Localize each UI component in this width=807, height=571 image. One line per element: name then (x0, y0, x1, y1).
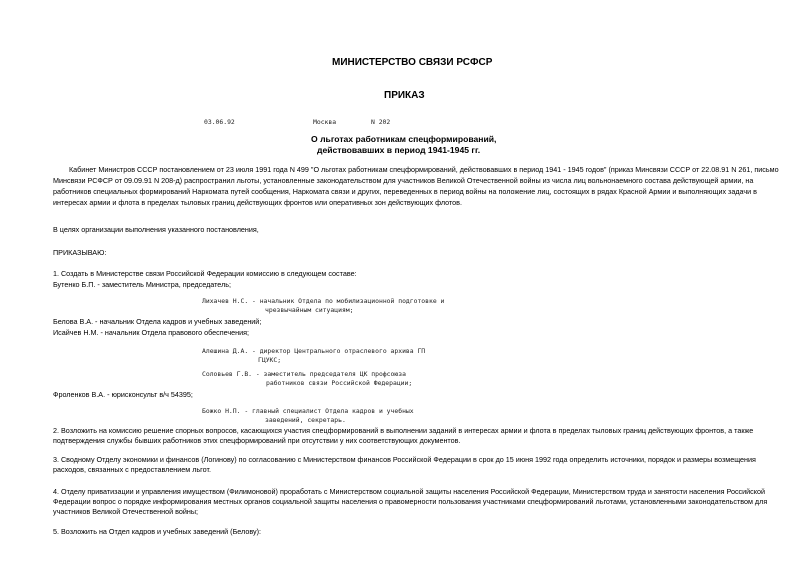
document-type: ПРИКАЗ (384, 90, 425, 101)
item-3-line-1: 3. Сводному Отделу экономики и финансов (Логинову) по согласованию с Министерством финансов Российской Федерации в срок до 15 июня 1992 года определить источники, порядок и размеры возмещения (53, 455, 756, 464)
commission-member-belova: Белова В.А. - начальник Отдела кадров и учебных заведений; (53, 317, 262, 326)
commission-member-likhachev-cont: чрезвычайным ситуациям; (265, 306, 354, 314)
intro-line-3: работников специальных формирований Наркомата путей сообщения, Наркомата связи и других, переведенных в период войны на положение лиц, состоящих в рядах Красной Армии и выполняющих задачи в (53, 187, 757, 196)
commission-member-isaychev: Исайчев Н.М. - начальник Отдела правового обеспечения; (53, 328, 249, 337)
commission-member-frolenkov: Фроленков В.А. - юрисконсульт в/ч 54395; (53, 390, 193, 399)
order-date: 03.06.92 (204, 118, 235, 126)
item-4-line-1: 4. Отделу приватизации и управления имуществом (Филимоновой) проработать с Министерством социальной защиты населения Российской Федерации, Министерством труда и занятости населения Российской (53, 487, 766, 496)
order-title-line-1: О льготах работникам спецформирований, (311, 134, 497, 144)
commission-member-bozhko-cont: заведений, секретарь. (265, 416, 346, 424)
order-title-line-2: действовавших в период 1941-1945 гг. (317, 145, 481, 155)
item-3-line-2: расходов, связанных с предоставлением льгот. (53, 465, 211, 474)
commission-member-solovyev-cont: работников связи Российской Федерации; (266, 379, 413, 387)
item-1: 1. Создать в Министерстве связи Российской Федерации комиссию в следующем составе: (53, 269, 357, 278)
commission-member-bozhko: Божко Н.П. - главный специалист Отдела кадров и учебных (202, 407, 414, 415)
order-city: Москва (313, 118, 337, 126)
purpose-line: В целях организации выполнения указанного постановления, (53, 225, 259, 234)
order-word: ПРИКАЗЫВАЮ: (53, 248, 107, 257)
ministry-heading: МИНИСТЕРСТВО СВЯЗИ РСФСР (332, 57, 493, 68)
item-4-line-3: участников Великой Отечественной войны; (53, 507, 198, 516)
order-number: N 202 (371, 118, 391, 126)
commission-member-aleshina: Алешина Д.А. - директор Центрального отраслевого архива ГП (202, 347, 426, 355)
commission-member-solovyev: Соловьев Г.В. - заместитель председателя ЦК профсоюза (202, 370, 406, 378)
item-5: 5. Возложить на Отдел кадров и учебных заведений (Белову): (53, 527, 261, 536)
item-2-line-1: 2. Возложить на комиссию решение спорных вопросов, касающихся участия спецформирований в выполнении заданий в интересах армии и флота в пределах тыловых границ действующих фронтов, а также (53, 426, 754, 435)
item-2-line-2: подтверждения службы бывших работников этих спецформирований при отсутствии у них соответствующих документов. (53, 436, 461, 445)
item-4-line-2: Федерации вопрос о порядке информирования местных органов социальной защиты населения о правомерности пользования участниками спецформирований льготами, установленными законодательством для (53, 497, 768, 506)
intro-line-4: интересах армии и флота в пределах тыловых границ действующих фронтов или оперативных зон действующих флотов. (53, 198, 462, 207)
commission-member-aleshina-cont: ГЦУКС; (258, 356, 282, 364)
commission-member-butenko: Бутенко Б.П. - заместитель Министра, председатель; (53, 280, 232, 289)
intro-line-2: Минсвязи РСФСР от 09.09.91 N 208-д) распространил льготы, установленные законодательством для участников Великой Отечественной войны из числа лиц вольнонаемного состава действующей армии, на (53, 176, 754, 185)
intro-line-1: Кабинет Министров СССР постановлением от 23 июля 1991 года N 499 "О льготах работникам спецформирований, действовавших в период 1941 - 1945 годов" (приказ Минсвязи СССР от 22.08.91 N 261, письмо (69, 165, 779, 174)
commission-member-likhachev: Лихачев Н.С. - начальник Отдела по мобилизационной подготовке и (202, 297, 445, 305)
